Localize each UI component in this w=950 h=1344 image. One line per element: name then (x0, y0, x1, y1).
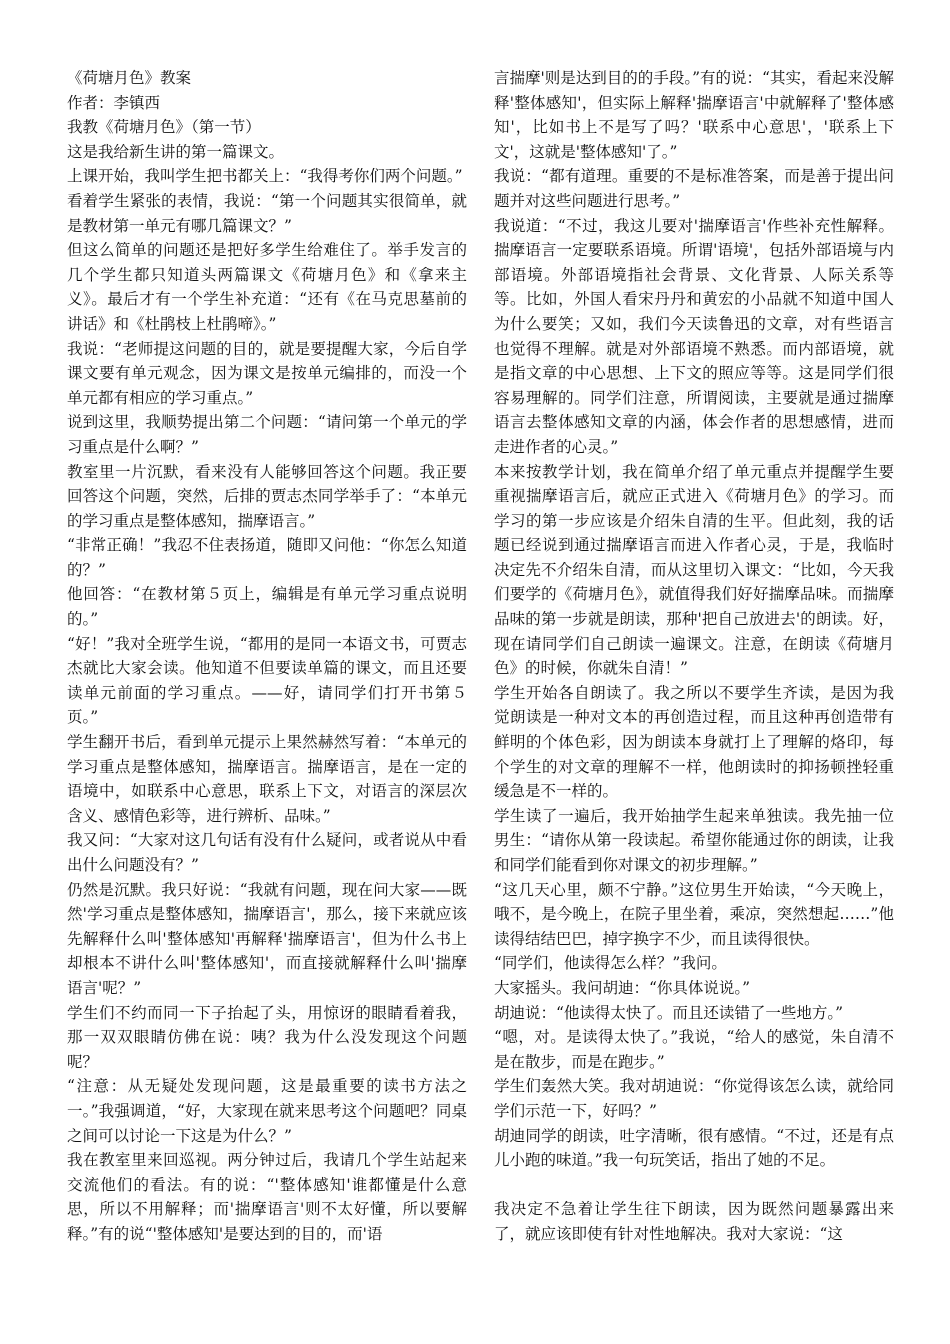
paragraph: 我说：“老师提这问题的目的，就是要提醒大家，今后自学课文要有单元观念，因为课文是按单元编排的，而没一个单元都有相应的学习重点。” (67, 339, 467, 407)
paragraph: “同学们，他读得怎么样？”我问。 (494, 954, 727, 973)
paragraph: 学生读了一遍后，我开始抽学生起来单独读。我先抽一位男生：“请你从第一段读起。希望你能通过你的朗读，让我和同学们能看到你对课文的初步理解。” (494, 806, 894, 874)
paragraph: 大家摇头。我问胡迪：“你具体说说。” (494, 978, 751, 997)
paragraph: 本来按教学计划，我在简单介绍了单元重点并提醒学生要重视揣摩语言后，就应正式进入《荷塘月色》的学习。而学习的第一步应该是介绍朱自清的生平。但此刻，我的话题已经说到通过揣摩语言而进入作者心灵，于是，我临时决定先不介绍朱自清，而从这里切入课文：“比如，今天我们要学的《荷塘月色》，就值得我们好好揣摩品味。而揣摩品味的第一步就是朗读，那种'把自己放进去'的朗读。好，现在请同学们自己朗读一遍课文。注意，在朗读《荷塘月色》的时候，你就朱自清！” (494, 462, 894, 678)
paragraph: 我决定不急着让学生往下朗读，因为既然问题暴露出来了，就应该即使有针对性地解决。我对大家说：“这 (494, 1200, 894, 1243)
paragraph: 我说道：“不过，我这儿要对'揣摩语言'作些补充性解释。揣摩语言一定要联系语境。所谓'语境'，包括外部语境与内部语境。外部语境指社会背景、文化背景、人际关系等等。比如，外国人看宋丹丹和黄宏的小品就不知道中国人为什么要笑；又如，我们今天读鲁迅的文章，对有些语言也觉得不理解。就是对外部语境不熟悉。而内部语境，就是指文章的中心思想、上下文的照应等等。这是同学们很容易理解的。同学们注意，所谓阅读，主要就是通过揣摩语言去整体感知文章的内涵，体会作者的思想感情，进而走进作者的心灵。” (494, 216, 894, 456)
left-column (67, 66, 467, 1247)
paragraph: 这是我给新生讲的第一篇课文。 (67, 142, 285, 161)
right-column (494, 66, 894, 1247)
paragraph: “注意：从无疑处发现问题，这是最重要的读书方法之一。”我强调道，“好，大家现在就来思考这个问题吧？同桌之间可以讨论一下这是为什么？” (67, 1077, 467, 1145)
paragraph: 学生翻开书后，看到单元提示上果然赫然写着：“本单元的学习重点是整体感知，揣摩语言。揣摩语言，是在一定的语境中，如联系中心意思，联系上下文，对语言的深层次含义、感情色彩等，进行辨析、品味。” (67, 733, 467, 825)
paragraph: 说到这里，我顺势提出第二个问题：“请问第一个单元的学习重点是什么啊？” (67, 413, 467, 456)
paragraph: 我在教室里来回巡视。两分钟过后，我请几个学生站起来交流他们的看法。有的说：“'整体感知'谁都懂是什么意思，所以不用解释；而'揣摩语言'则不太好懂，所以要解释。”有的说“'整体感知'是要达到的目的，而'语 (67, 1151, 467, 1243)
paragraph: “好！”我对全班学生说，“都用的是同一本语文书，可贾志杰就比大家会读。他知道不但要读单篇的课文，而且还要读单元前面的学习重点。——好，请同学们打开书第５页。” (67, 634, 467, 727)
paragraph: 言揣摩'则是达到目的的手段。”有的说：“其实，看起来没解释'整体感知'，但实际上解释'揣摩语言'中就解释了'整体感知'，比如书上不是写了吗？'联系中心意思'，'联系上下文'，这就是'整体感知'了。” (494, 69, 894, 161)
paragraph: 学生们轰然大笑。我对胡迪说：“你觉得该怎么读，就给同学们示范一下，好吗？” (494, 1077, 894, 1120)
paragraph: 他回答：“在教材第５页上，编辑是有单元学习重点说明的。” (67, 585, 467, 629)
document-title: 《荷塘月色》教案 (67, 69, 192, 87)
paragraph: 我说：“都有道理。重要的不是标准答案，而是善于提出问题并对这些问题进行思考。” (494, 167, 894, 210)
paragraph: “非常正确！”我忍不住表扬道，随即又问他：“你怎么知道的？” (67, 536, 467, 579)
paragraph: 上课开始，我叫学生把书都关上：“我得考你们两个问题。” (67, 167, 463, 186)
paragraph: 学生们不约而同一下子抬起了头，用惊讶的眼睛看着我，那一双双眼睛仿佛在说：咦？我为什么没发现这个问题呢？ (67, 1003, 467, 1071)
paragraph: 教室里一片沉默，看来没有人能够回答这个问题。我正要回答这个问题，突然，后排的贾志杰同学举手了：“本单元的学习重点是整体感知，揣摩语言。” (67, 462, 467, 530)
paragraph: 我又问：“大家对这几句话有没有什么疑问，或者说从中看出什么问题没有？” (67, 831, 467, 874)
author-line: 作者：李镇西 (67, 93, 161, 112)
paragraph: 学生开始各自朗读了。我之所以不要学生齐读，是因为我觉朗读是一种对文本的再创造过程，而且这种再创造带有鲜明的个体色彩，因为朗读本身就打上了理解的烙印，每个学生的对文章的理解不一样，他朗读时的抑扬顿挫轻重缓急是不一样的。 (494, 683, 894, 801)
paragraph: 胡迪说：“他读得太快了。而且还读错了一些地方。” (494, 1003, 844, 1022)
paragraph: 胡迪同学的朗读，吐字清晰，很有感情。“不过，还是有点儿小跑的味道。”我一句玩笑话，指出了她的不足。 (494, 1126, 894, 1170)
paragraph: “这几天心里，颇不宁静。”这位男生开始读，“今天晚上，哦不，是今晚上，在院子里坐着，乘凉，突然想起……”他读得结结巴巴，掉字换字不少，而且读得很快。 (494, 880, 894, 948)
section-heading: 我教《荷塘月色》（第一节） (67, 118, 261, 137)
paragraph: “嗯，对。是读得太快了。”我说，“给人的感觉，朱自清不是在散步，而是在跑步。” (494, 1028, 894, 1071)
paragraph: 但这么简单的问题还是把好多学生给难住了。举手发言的几个学生都只知道头两篇课文《荷塘月色》和《拿来主义》。最后才有一个学生补充道：“还有《在马克思墓前的讲话》和《杜鹃枝上杜鹃啼》。” (67, 241, 467, 333)
paragraph: 仍然是沉默。我只好说：“我就有问题，现在问大家——既然'学习重点是整体感知，揣摩语言'，那么，接下来就应该先解释什么叫'整体感知'再解释'揣摩语言'，但为什么书上却根本不讲什么叫'整体感知'，而直接就解释什么叫'揣摩语言'呢？” (67, 880, 467, 997)
paragraph: 看着学生紧张的表情，我说：“第一个问题其实很简单，就是教材第一单元有哪几篇课文？” (67, 191, 467, 235)
